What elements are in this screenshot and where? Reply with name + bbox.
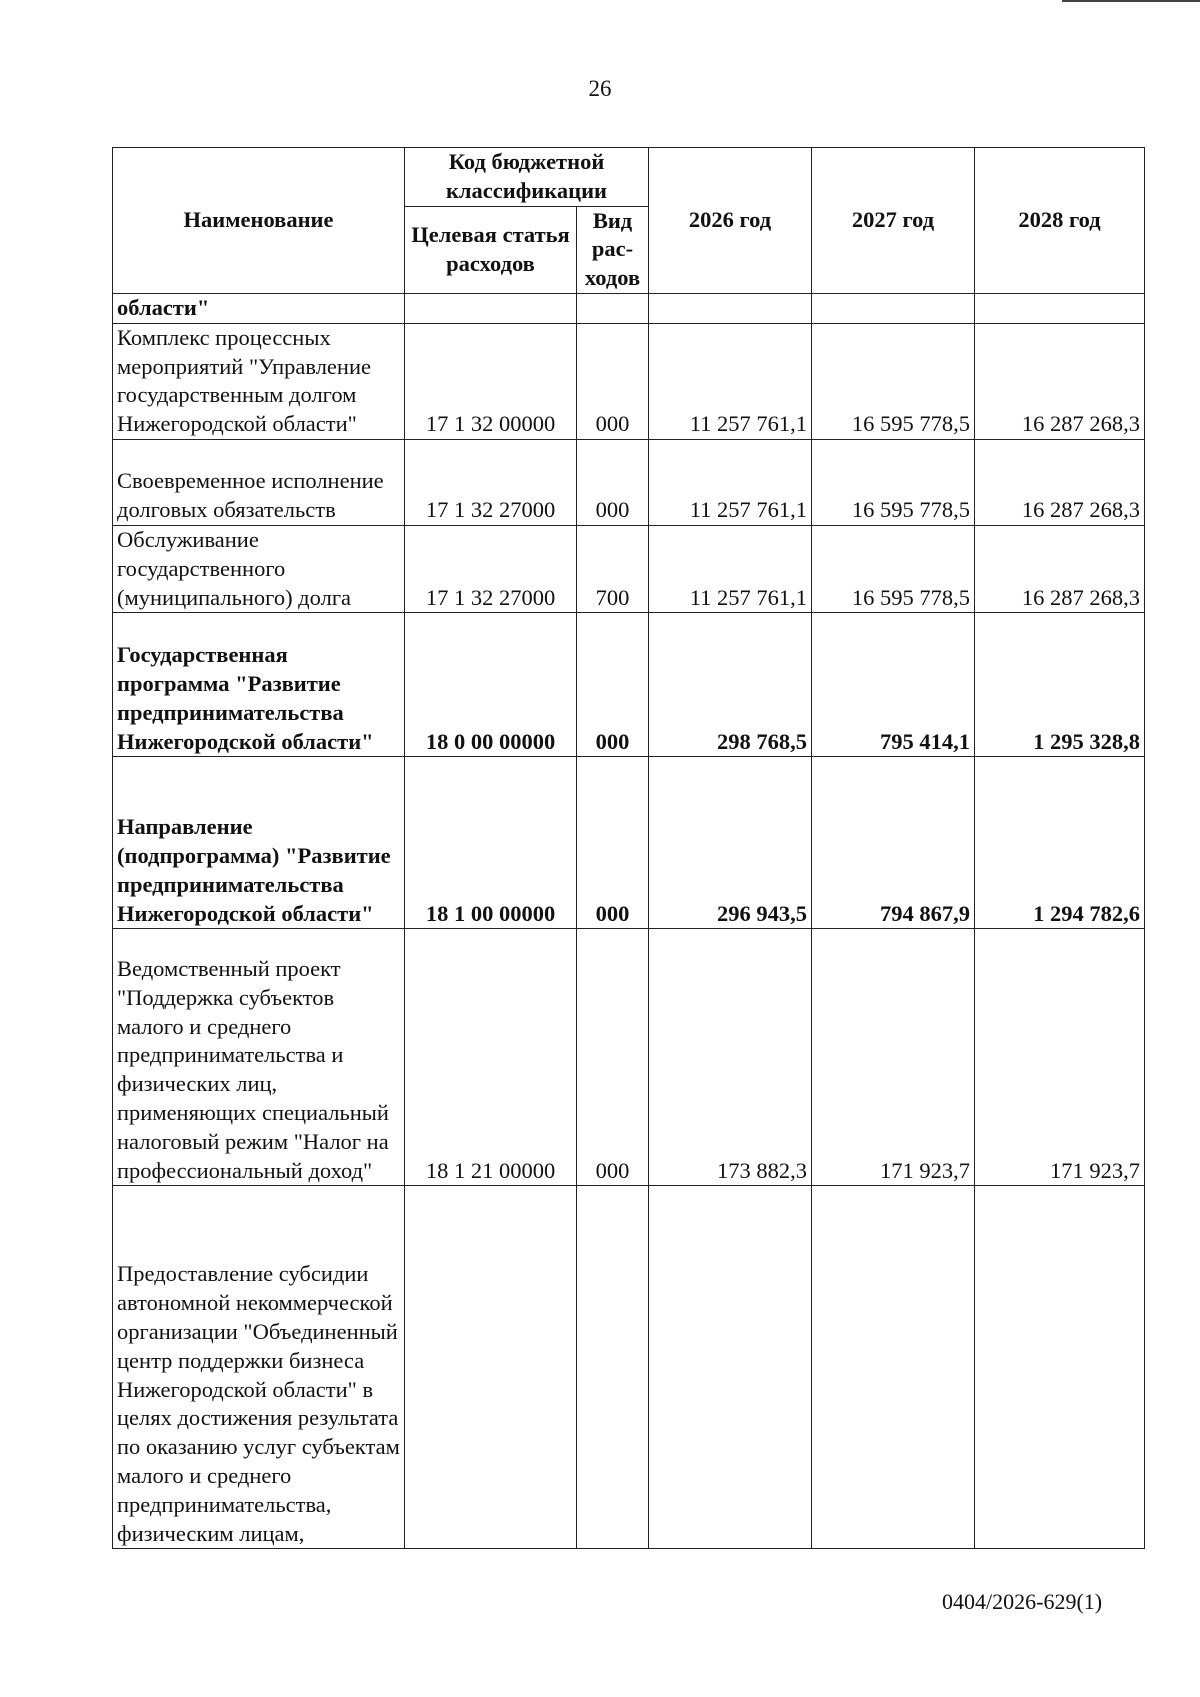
- row-value-2027: 16 595 778,5: [812, 323, 975, 439]
- row-expense-type: 000: [577, 929, 649, 1186]
- row-name: Предоставление субсидии автономной некоммерческой организации "Объединенный центр поддержки бизнеса Нижегородской области" в целях достижения результата по оказанию услуг субъектам малого и среднего предпринимательства, физическим лицам,: [113, 1186, 405, 1549]
- row-value-2027: 794 867,9: [812, 757, 975, 929]
- row-target-article: 17 1 32 27000: [405, 525, 577, 612]
- row-name: Комплекс процессных мероприятий "Управление государственным долгом Нижегородской области": [113, 323, 405, 439]
- row-target-article: 18 1 00 00000: [405, 757, 577, 929]
- row-value-2026: 11 257 761,1: [649, 439, 812, 525]
- row-name: области": [113, 293, 405, 323]
- row-target-article: [405, 293, 577, 323]
- row-value-2028: 16 287 268,3: [975, 439, 1145, 525]
- header-2028: 2028 год: [975, 148, 1145, 294]
- table-body: [113, 293, 1145, 1548]
- row-value-2028: 16 287 268,3: [975, 323, 1145, 439]
- row-expense-type: 000: [577, 323, 649, 439]
- row-expense-type: [577, 1186, 649, 1549]
- row-value-2027: 795 414,1: [812, 613, 975, 757]
- row-value-2027: 16 595 778,5: [812, 525, 975, 612]
- table-row: [113, 757, 1145, 929]
- table-row: [113, 323, 1145, 439]
- row-expense-type: [577, 293, 649, 323]
- table-row: [113, 1186, 1145, 1549]
- header-expense-type: Вид рас-ходов: [577, 206, 649, 293]
- table-row: [113, 439, 1145, 525]
- row-value-2026: 11 257 761,1: [649, 525, 812, 612]
- row-value-2026: 298 768,5: [649, 613, 812, 757]
- row-name: Обслуживание государственного (муниципального) долга: [113, 525, 405, 612]
- row-name: Направление (подпрограмма) "Развитие предпринимательства Нижегородской области": [113, 757, 405, 929]
- row-expense-type: 000: [577, 613, 649, 757]
- row-value-2028: 1 295 328,8: [975, 613, 1145, 757]
- row-value-2027: [812, 1186, 975, 1549]
- table-row: [113, 293, 1145, 323]
- row-value-2028: 1 294 782,6: [975, 757, 1145, 929]
- header-budget-code: Код бюджетной классификации: [405, 148, 649, 207]
- row-value-2028: [975, 1186, 1145, 1549]
- row-value-2027: 171 923,7: [812, 929, 975, 1186]
- row-target-article: [405, 1186, 577, 1549]
- header-2027: 2027 год: [812, 148, 975, 294]
- header-2026: 2026 год: [649, 148, 812, 294]
- row-name: Государственная программа "Развитие предпринимательства Нижегородской области": [113, 613, 405, 757]
- row-value-2026: 11 257 761,1: [649, 323, 812, 439]
- row-expense-type: 700: [577, 525, 649, 612]
- row-name: Своевременное исполнение долговых обязательств: [113, 439, 405, 525]
- row-value-2026: 296 943,5: [649, 757, 812, 929]
- top-edge-rule: [1062, 0, 1200, 2]
- row-name: Ведомственный проект "Поддержка субъектов малого и среднего предпринимательства и физических лиц, применяющих специальный налоговый режим "Налог на профессиональный доход": [113, 929, 405, 1186]
- row-value-2026: 173 882,3: [649, 929, 812, 1186]
- row-value-2028: [975, 293, 1145, 323]
- budget-table: [112, 147, 1145, 1549]
- table-row: [113, 525, 1145, 612]
- row-value-2027: [812, 293, 975, 323]
- header-target-article: Целевая статья расходов: [405, 206, 577, 293]
- row-value-2027: 16 595 778,5: [812, 439, 975, 525]
- row-value-2026: [649, 1186, 812, 1549]
- row-expense-type: 000: [577, 757, 649, 929]
- table-row: [113, 613, 1145, 757]
- table-row: [113, 929, 1145, 1186]
- row-expense-type: 000: [577, 439, 649, 525]
- row-target-article: 18 1 21 00000: [405, 929, 577, 1186]
- row-value-2026: [649, 293, 812, 323]
- row-target-article: 18 0 00 00000: [405, 613, 577, 757]
- row-target-article: 17 1 32 00000: [405, 323, 577, 439]
- page-number: 26: [588, 76, 612, 101]
- row-value-2028: 16 287 268,3: [975, 525, 1145, 612]
- row-target-article: 17 1 32 27000: [405, 439, 577, 525]
- document-number: 0404/2026-629(1): [942, 1589, 1103, 1614]
- row-value-2028: 171 923,7: [975, 929, 1145, 1186]
- header-name: Наименование: [113, 148, 405, 294]
